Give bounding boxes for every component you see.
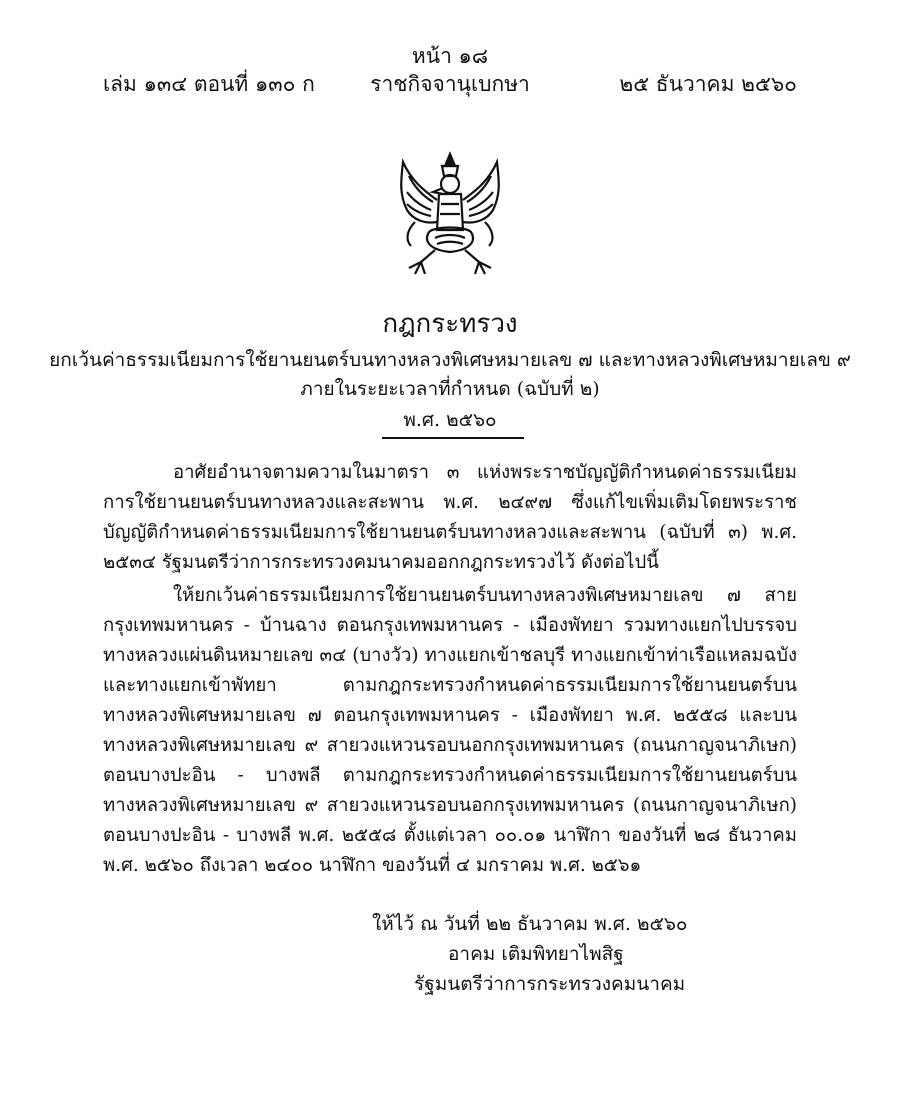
signatory-name: อาคม เติมพิทยาไพสิฐ — [448, 943, 624, 965]
body-paragraph-2: ให้ยกเว้นค่าธรรมเนียมการใช้ยานยนตร์บนทางหลวงพิเศษหมายเลข ๗ สายกรุงเทพมหานคร - บ้านฉาง ตอนกรุงเทพมหานคร - เมืองพัทยา รวมทางแยกไปบรรจบทางหลวงแผ่นดินหมายเลข ๓๔ (บางวัว) ทางแยกเข้าชลบุรี ทางแยกเข้าท่าเรือแหลมฉบัง และทางแยกเข้าพัทยา ตามกฎกระทรวงกำหนดค่าธรรมเนียมการใช้ยานยนตร์บนทางหลวงพิเศษหมายเลข ๗ ตอนกรุงเทพมหานคร - เมืองพัทยา พ.ศ. ๒๕๕๘ และบนทางหลวงพิเศษหมายเลข ๙ สายวงแหวนรอบนอกกรุงเทพมหานคร (ถนนกาญจนาภิเษก) ตอนบางปะอิน - บางพลี ตามกฎกระทรวงกำหนดค่าธรรมเนียมการใช้ยานยนตร์บนทางหลวงพิเศษหมายเลข ๙ สายวงแหวนรอบนอกกรุงเทพมหานคร (ถนนกาญจนาภิเษก) ตอนบางปะอิน - บางพลี พ.ศ. ๒๕๕๘ ตั้งแต่เวลา ๐๐.๐๑ นาฬิกา ของวันที่ ๒๘ ธันวาคม พ.ศ. ๒๕๖๐ ถึงเวลา ๒๔๐๐ นาฬิกา ของวันที่ ๔ มกราคม พ.ศ. ๒๕๖๑ — [103, 585, 797, 876]
gazette-date: ๒๕ ธันวาคม ๒๕๖๐ — [619, 72, 797, 96]
signature-given-on: ให้ไว้ ณ วันที่ ๒๒ ธันวาคม พ.ศ. ๒๕๖๐ — [372, 913, 688, 935]
signatory-position: รัฐมนตรีว่าการกระทรวงคมนาคม — [414, 973, 686, 995]
title-divider — [382, 437, 524, 439]
document-subject-line-1: ยกเว้นค่าธรรมเนียมการใช้ยานยนตร์บนทางหลวงพิเศษหมายเลข ๗ และทางหลวงพิเศษหมายเลข ๙ — [49, 349, 851, 371]
body-paragraph-2-container — [103, 581, 797, 881]
body-paragraph-1: อาศัยอำนาจตามความในมาตรา ๓ แห่งพระราชบัญญัติกำหนดค่าธรรมเนียมการใช้ยานยนตร์บนทางหลวงและสะพาน พ.ศ. ๒๔๙๗ ซึ่งแก้ไขเพิ่มเติมโดยพระราชบัญญัติกำหนดค่าธรรมเนียมการใช้ยานยนตร์บนทางหลวงและสะพาน (ฉบับที่ ๓) พ.ศ. ๒๕๓๔ รัฐมนตรีว่าการกระทรวงคมนาคมออกกฎกระทรวงไว้ ดังต่อไปนี้ — [103, 462, 797, 573]
gazette-volume: เล่ม ๑๓๔ ตอนที่ ๑๓๐ ก — [103, 72, 315, 96]
page-number: หน้า ๑๘ — [411, 44, 489, 68]
document-subject-line-2: ภายในระยะเวลาที่กำหนด (ฉบับที่ ๒) — [300, 378, 600, 400]
body-paragraph-1-container — [103, 458, 797, 578]
gazette-name: ราชกิจจานุเบกษา — [370, 72, 530, 96]
garuda-emblem-icon — [385, 150, 515, 280]
document-year: พ.ศ. ๒๕๖๐ — [403, 409, 497, 431]
document-type-title: กฎกระทรวง — [382, 309, 518, 339]
